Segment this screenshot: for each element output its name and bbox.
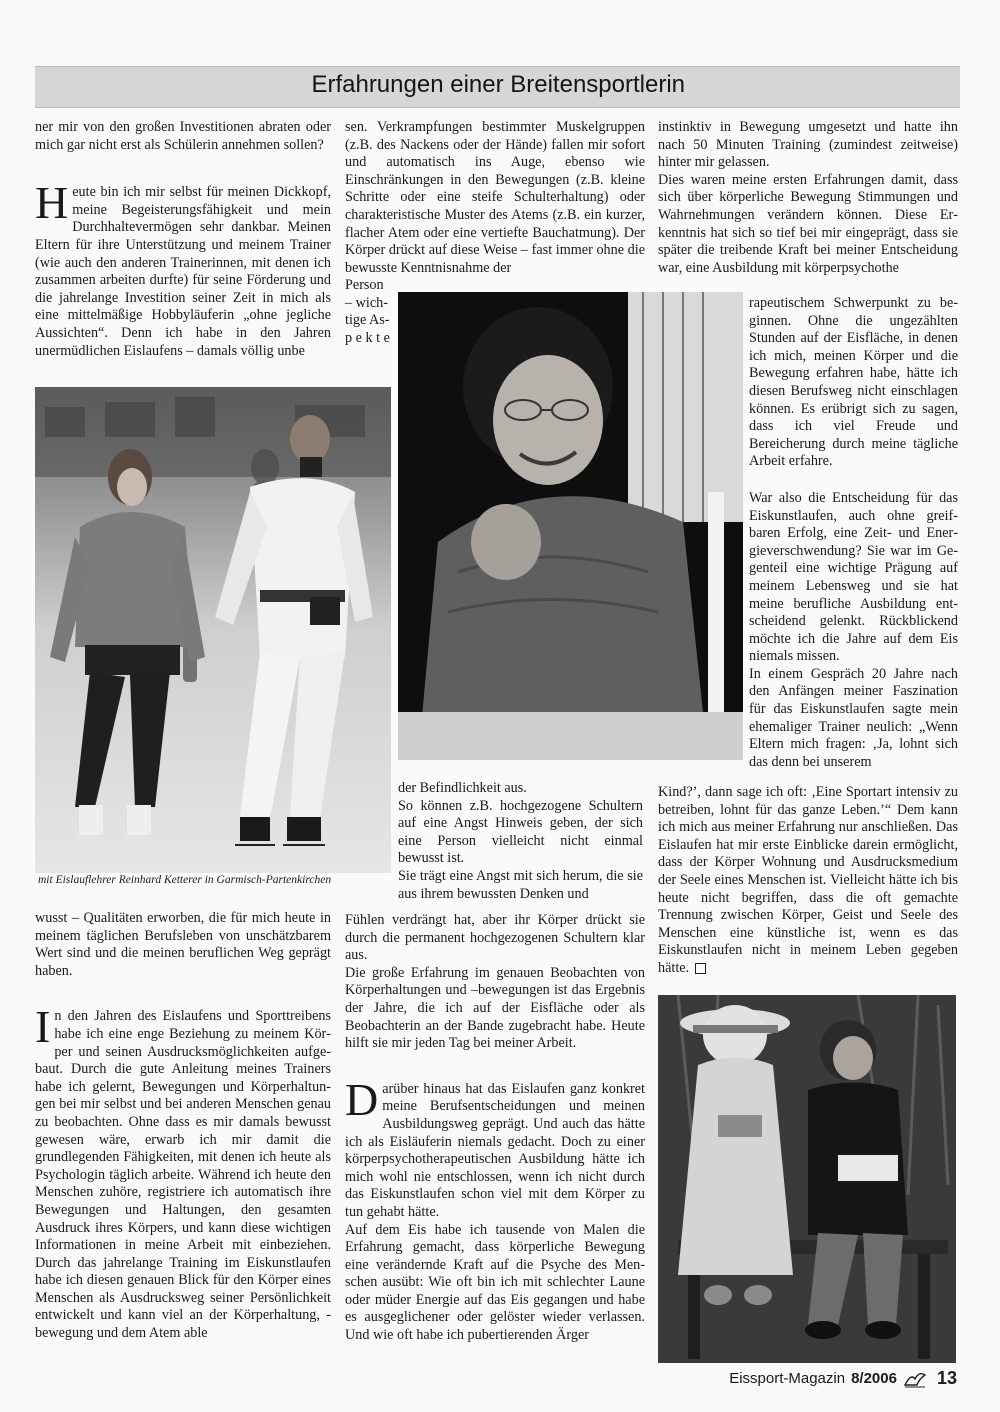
side-word: Person <box>345 277 384 293</box>
skating-photo-caption: mit Eislauflehrer Reinhard Ketterer in Garmisch-Partenkirchen <box>38 874 332 886</box>
side-word: p e k t e <box>345 329 390 346</box>
paragraph-with-dropcap <box>345 1073 645 1222</box>
paragraph-text: arüber hinaus hat das Eislaufen ganz konkret meine Berufsentscheidungen und meinen Ausbildungsweg geprägt. Und auch das hätte ich als Eisläuferin niemals gedacht. Doch zu einer körperpsychotherapeutischen Ausbildung hätte ich mich wohl nie entschlossen, wenn ich nicht durch das Eiskunstlaufen schon viel mit dem Körper zu tun gehabt hätte. <box>345 1080 645 1220</box>
paragraph: So können z.B. hochgezogene Schultern auf eine Angst Hinweis geben, der sich eine Person vielleicht nicht einmal bewusst ist. <box>398 797 643 867</box>
paragraph: rapeutischem Schwerpunkt zu beginnen. Ohne die ungezählten Stunden auf der Eisfläche, in denen ich mich, meinen Körper und die Bewegung erfahren habe, hätte ich diesen Berufsweg nicht einschlagen können. Es erübrigt sich zu sagen, dass ich viel Freude und Bereicherung durch meine tägliche Arbeit erfahre. <box>749 295 958 470</box>
paragraph: instinktiv in Bewegung umgesetzt und hatte ihn nach 50 Minuten Training (zumindest zeitweise) hinter mir gelassen. <box>658 119 958 171</box>
paragraph-with-dropcap <box>35 1001 331 1342</box>
paragraph: sen. Verkrampfungen bestimmter Muskelgruppen (z.B. des Nackens oder der Hände) fallen mir sofort und automatisch ins Auge, ebenso wie Einschränkungen in den Bewegungen (z.B. kleine Schritte oder eine steife Schulterhaltung) oder charakteristische Muster des Atems (z.B. ein kurzer, flacher Atem oder eine vertiefte Bauchatmung). Der Körper drückt auf diese Weise – fast immer ohne die bewusste Kenntnisnahme der <box>345 119 645 276</box>
page-footer <box>729 1368 957 1389</box>
paragraph: wusst – Qualitäten erworben, die für mich heute in meinem täglichen Berufsleben von unschätzbarem Wert sind und die meinen beruflichen Weg geprägt haben. <box>35 910 331 979</box>
paragraph: ner mir von den großen Investitionen abraten oder mich gar nicht erst als Schülerin annehmen sollen? <box>35 119 331 153</box>
paragraph-text: Kind?’, dann sage ich oft: ‚Eine Sportart intensiv zu betreiben, lohnt für das ganze Leben.’“ Dem kann ich mich aus meiner Erfahrung nur anschließen. Das Eislaufen hat mir erste Einblicke darein ermöglicht, dass der Körper Wohnung und Ausdrucksmedium der Seele eines Menschen ist. Vielleicht hätte ich bis heute nicht begriffen, dass die oft gemachte Trennung zwischen Körper, Geist und Seele des Menschen eine künstliche ist, wenn es das Eiskunstlaufen nicht in meinem Leben gegeben hätte. <box>658 784 958 976</box>
paragraph: Sie trägt eine Angst mit sich herum, die sie aus ihrem bewussten Denken und <box>398 867 643 902</box>
magazine-name: Eissport-Magazin <box>729 1370 846 1387</box>
paragraph: Fühlen verdrängt hat, aber ihr Körper drückt sie durch die permanent hochgezogenen Schultern klar aus. <box>345 912 645 964</box>
portrait-photo-illustration <box>398 292 743 760</box>
paragraph: Dies waren meine ersten Erfahrungen damit, dass sich über körperliche Bewegung Stimmungen und Wahrnehmungen verändern können. Diese Erkenntnis hat sich so tief bei mir eingeprägt, dass sie später die treibende Kraft bei meiner Entscheidung war, eine Ausbildung mit körperpsychothe <box>658 171 958 276</box>
bench-photo-illustration <box>658 995 956 1363</box>
column-2-top <box>345 119 645 277</box>
column-1-top <box>35 119 331 360</box>
skating-photo-illustration <box>35 387 391 873</box>
drop-cap: I <box>35 1001 51 1053</box>
column-3-top <box>658 119 958 277</box>
column-1-bottom <box>35 910 331 1343</box>
issue-number: 8/2006 <box>851 1370 897 1387</box>
paragraph-text: n den Jahren des Eislaufens und Sporttreibens habe ich eine enge Beziehung zu meinem Körper und seinen Ausdrucksmöglichkeiten aufgebaut. Durch die gute Anleitung meines Trainers habe ich gelernt, Bewegungen und Körperhaltungen bei mir selbst und bei anderen Menschen genau zu beobachten. Ohne dass es mir damals bewusst gewesen wäre, erwarb ich mir damit die grundlegenden Fähigkeiten, mit denen ich heute als Psychologin täglich arbeite. Während ich heute den Menschen zuhöre, registriere ich automatisch ihre Bewegungen und Haltungen, den gesamten Ausdruck ihres Körpers, und kann diese wichtigen Informationen in meine Arbeit mit einbeziehen. Durch das jahrelange Training im Eiskunstlaufen habe ich diesen genauen Blick für den Körper eines Menschen als Ausdrucksweg seiner Persönlichkeit entwickelt und kann viel an der Körperhaltung, -bewegung und dem Atem able <box>35 1008 331 1342</box>
page-number: 13 <box>936 1368 957 1388</box>
paragraph: War also die Entscheidung für das Eiskunstlaufen, auch ohne greifbaren Erfolg, eine Zeit- und Energieverschwendung? Sie war im Gegenteil eine wichtige Prägung auf meinem Lebensweg und sie hat meine berufliche Ausbildung entscheidend gelenkt. Rückblickend möchte ich die Jahre auf dem Eis niemals missen. <box>749 489 958 665</box>
paragraph: Die große Erfahrung im genauen Beobachten von Körperhaltungen und –bewegungen ist das Ergebnis der Jahre, die ich auf der Eisfläche oder als Beobachterin an der Bande zugebracht habe. Heute hilft sie mir jeden Tag bei meiner Arbeit. <box>345 964 645 1052</box>
header-bar <box>35 66 960 108</box>
side-word: – wich- <box>345 294 388 311</box>
paragraph <box>658 784 958 978</box>
end-mark-icon <box>695 963 706 974</box>
drop-cap: D <box>345 1073 379 1125</box>
portrait-photo <box>398 292 743 760</box>
drop-cap: H <box>35 177 69 229</box>
paragraph: der Befindlichkeit aus. <box>398 780 527 796</box>
paragraph: Auf dem Eis habe ich tausende von Malen die Erfahrung gemacht, dass körperliche Bewegung eine verändernde Kraft auf die Psyche des Menschen ausübt: Wie oft bin ich mit schlechter Laune oder müder Energie auf das Eis gegangen und habe es ausgeglichener oder gelöster wieder verlassen. Und wie oft habe ich pubertierenden Ärger <box>345 1221 645 1344</box>
column-2-middle <box>398 780 643 903</box>
bench-photo <box>658 995 956 1363</box>
column-3-bottom <box>658 784 958 978</box>
column-2-bottom <box>345 912 645 1345</box>
bird-logo-icon <box>903 1369 927 1389</box>
column-3-narrow <box>749 295 958 771</box>
paragraph-with-dropcap <box>35 177 331 360</box>
column-2-side-words <box>345 277 395 347</box>
side-word: tige As- <box>345 312 390 329</box>
paragraph-text: eute bin ich mir selbst für meinen Dickkopf, meine Begeisterungsfähigkeit und mein Durchhaltevermögen sehr dankbar. Meinen Eltern für ihre Unterstützung und meinem Trainer (wie auch den anderen Trainerinnen, mit denen ich zusammen arbeiten durfte) für seine Förderung und die jahrelange Investition seiner Zeit in mich als eine mittelmäßige Hobbyläuferin „ohne jegliche Aussichten“. Denn ich habe in den Jahren unermüdlichen Eislaufens – damals völlig unbe <box>35 184 331 359</box>
article-title: Erfahrungen einer Breitensportlerin <box>311 71 685 98</box>
paragraph: In einem Gespräch 20 Jahre nach den Anfängen meiner Faszination für das Eiskunstlaufen sagte mein ehemaliger Trainer neulich: „Wenn Eltern mich fragen: ‚Ja, lohnt sich das denn bei unserem <box>749 665 958 770</box>
skating-photo <box>35 387 391 873</box>
